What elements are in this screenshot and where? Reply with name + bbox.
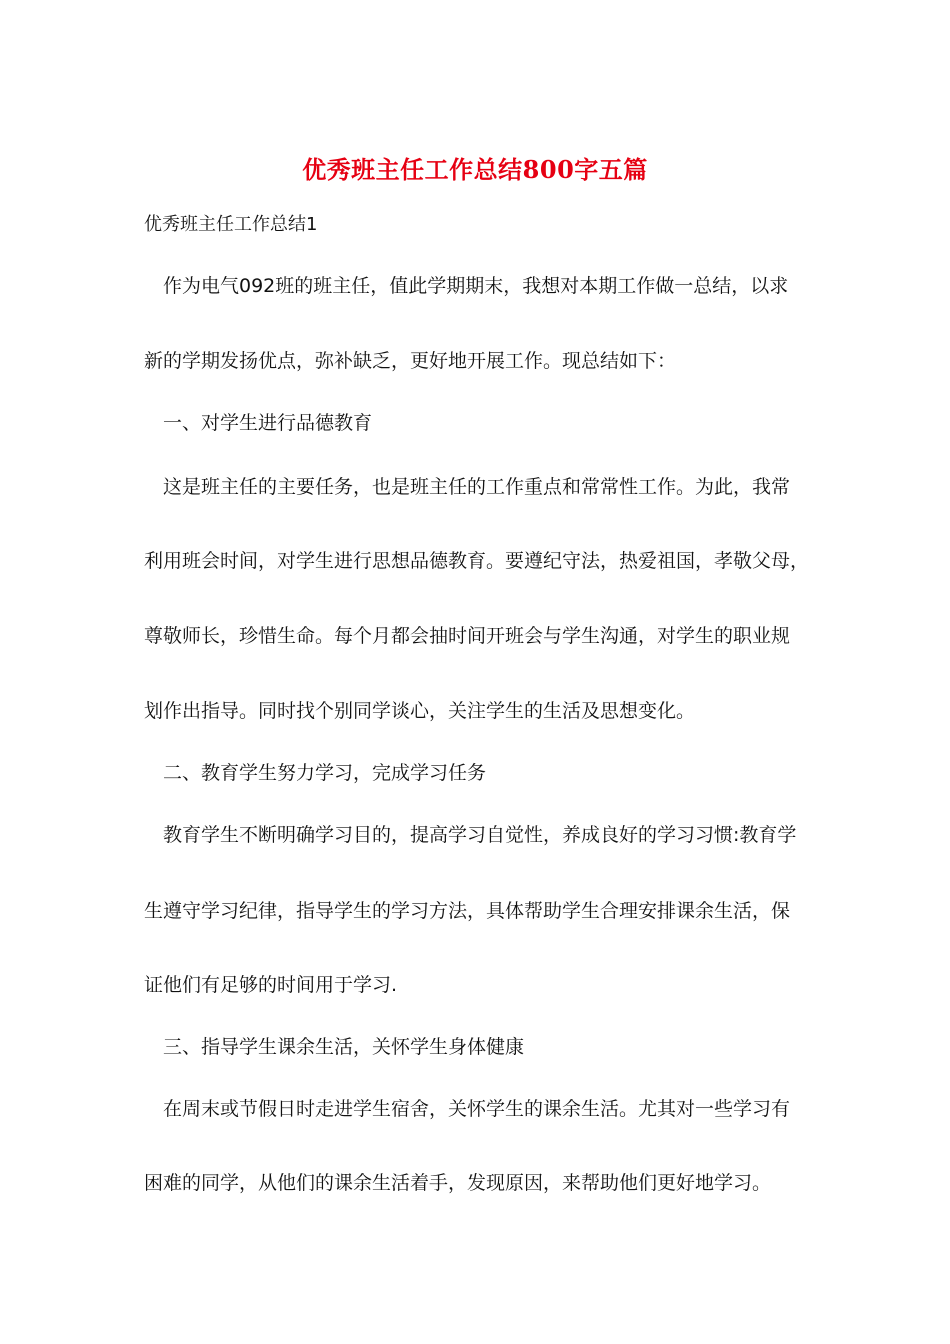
heading-line: 三、指导学生课余生活，关怀学生身体健康 [163,1036,525,1058]
heading-line: 一、对学生进行品德教育 [163,412,373,434]
paragraph-line: 利用班会时间，对学生进行思想品德教育。要遵纪守法，热爱祖国，孝敬父母， [144,550,810,572]
section-title: 优秀班主任工作总结1 [144,214,318,235]
paragraph-line: 在周末或节假日时走进学生宿舍，关怀学生的课余生活。尤其对一些学习有 [163,1098,791,1120]
paragraph-line: 教育学生不断明确学习目的，提高学习自觉性，养成良好的学习习惯:教育学 [163,824,797,846]
paragraph-line: 作为电气092班的班主任，值此学期期末，我想对本期工作做一总结，以求 [163,275,789,297]
paragraph-line: 生遵守学习纪律，指导学生的学习方法，具体帮助学生合理安排课余生活，保 [144,900,791,922]
document-title: 优秀班主任工作总结800字五篇 [302,155,648,184]
heading-line: 二、教育学生努力学习，完成学习任务 [163,762,487,784]
paragraph-line: 新的学期发扬优点，弥补缺乏，更好地开展工作。现总结如下： [144,350,677,372]
paragraph-line: 证他们有足够的时间用于学习. [144,974,398,996]
paragraph-line: 划作出指导。同时找个别同学谈心，关注学生的生活及思想变化。 [144,700,696,722]
paragraph-line: 尊敬师长，珍惜生命。每个月都会抽时间开班会与学生沟通，对学生的职业规 [144,625,791,647]
paragraph-line: 这是班主任的主要任务，也是班主任的工作重点和常常性工作。为此，我常 [163,476,791,498]
paragraph-line: 困难的同学，从他们的课余生活着手，发现原因，来帮助他们更好地学习。 [144,1172,772,1194]
